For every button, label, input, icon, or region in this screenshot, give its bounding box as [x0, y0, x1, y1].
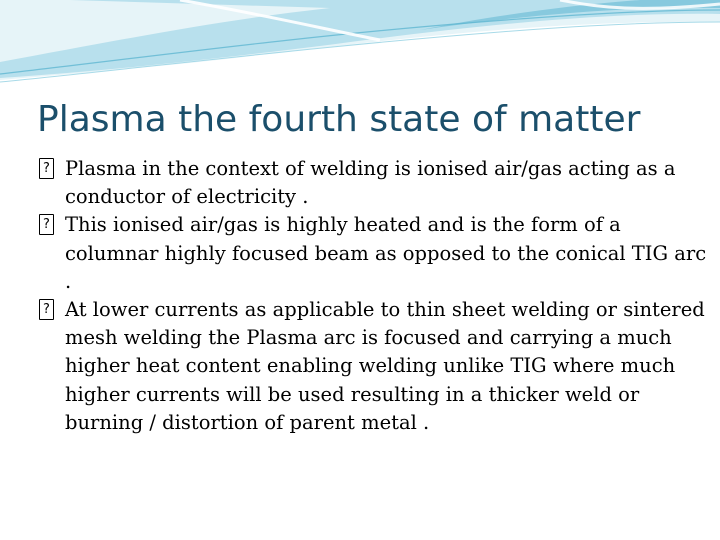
bullet-marker-icon: ?	[39, 158, 54, 179]
bullet-item	[39, 296, 707, 437]
bullet-text: Plasma in the context of welding is ionised air/gas acting as a conductor of electricity .	[65, 157, 676, 209]
bullet-text: At lower currents as applicable to thin sheet welding or sintered mesh welding the Plasma arc is focused and carrying a much higher heat content enabling welding unlike TIG where much higher currents will be used resulting in a thicker weld or burning / distortion of parent metal .	[65, 298, 705, 434]
bullet-marker-icon: ?	[39, 299, 54, 320]
slide-title: Plasma the fourth state of matter	[37, 99, 641, 140]
bullet-item	[39, 211, 707, 296]
bullet-item	[39, 155, 707, 211]
wave-header-decoration	[0, 0, 720, 90]
bullet-marker-icon: ?	[39, 214, 54, 235]
bullet-list	[39, 155, 707, 437]
bullet-text: This ionised air/gas is highly heated and is the form of a columnar highly focused beam as opposed to the conical TIG arc .	[65, 213, 707, 293]
